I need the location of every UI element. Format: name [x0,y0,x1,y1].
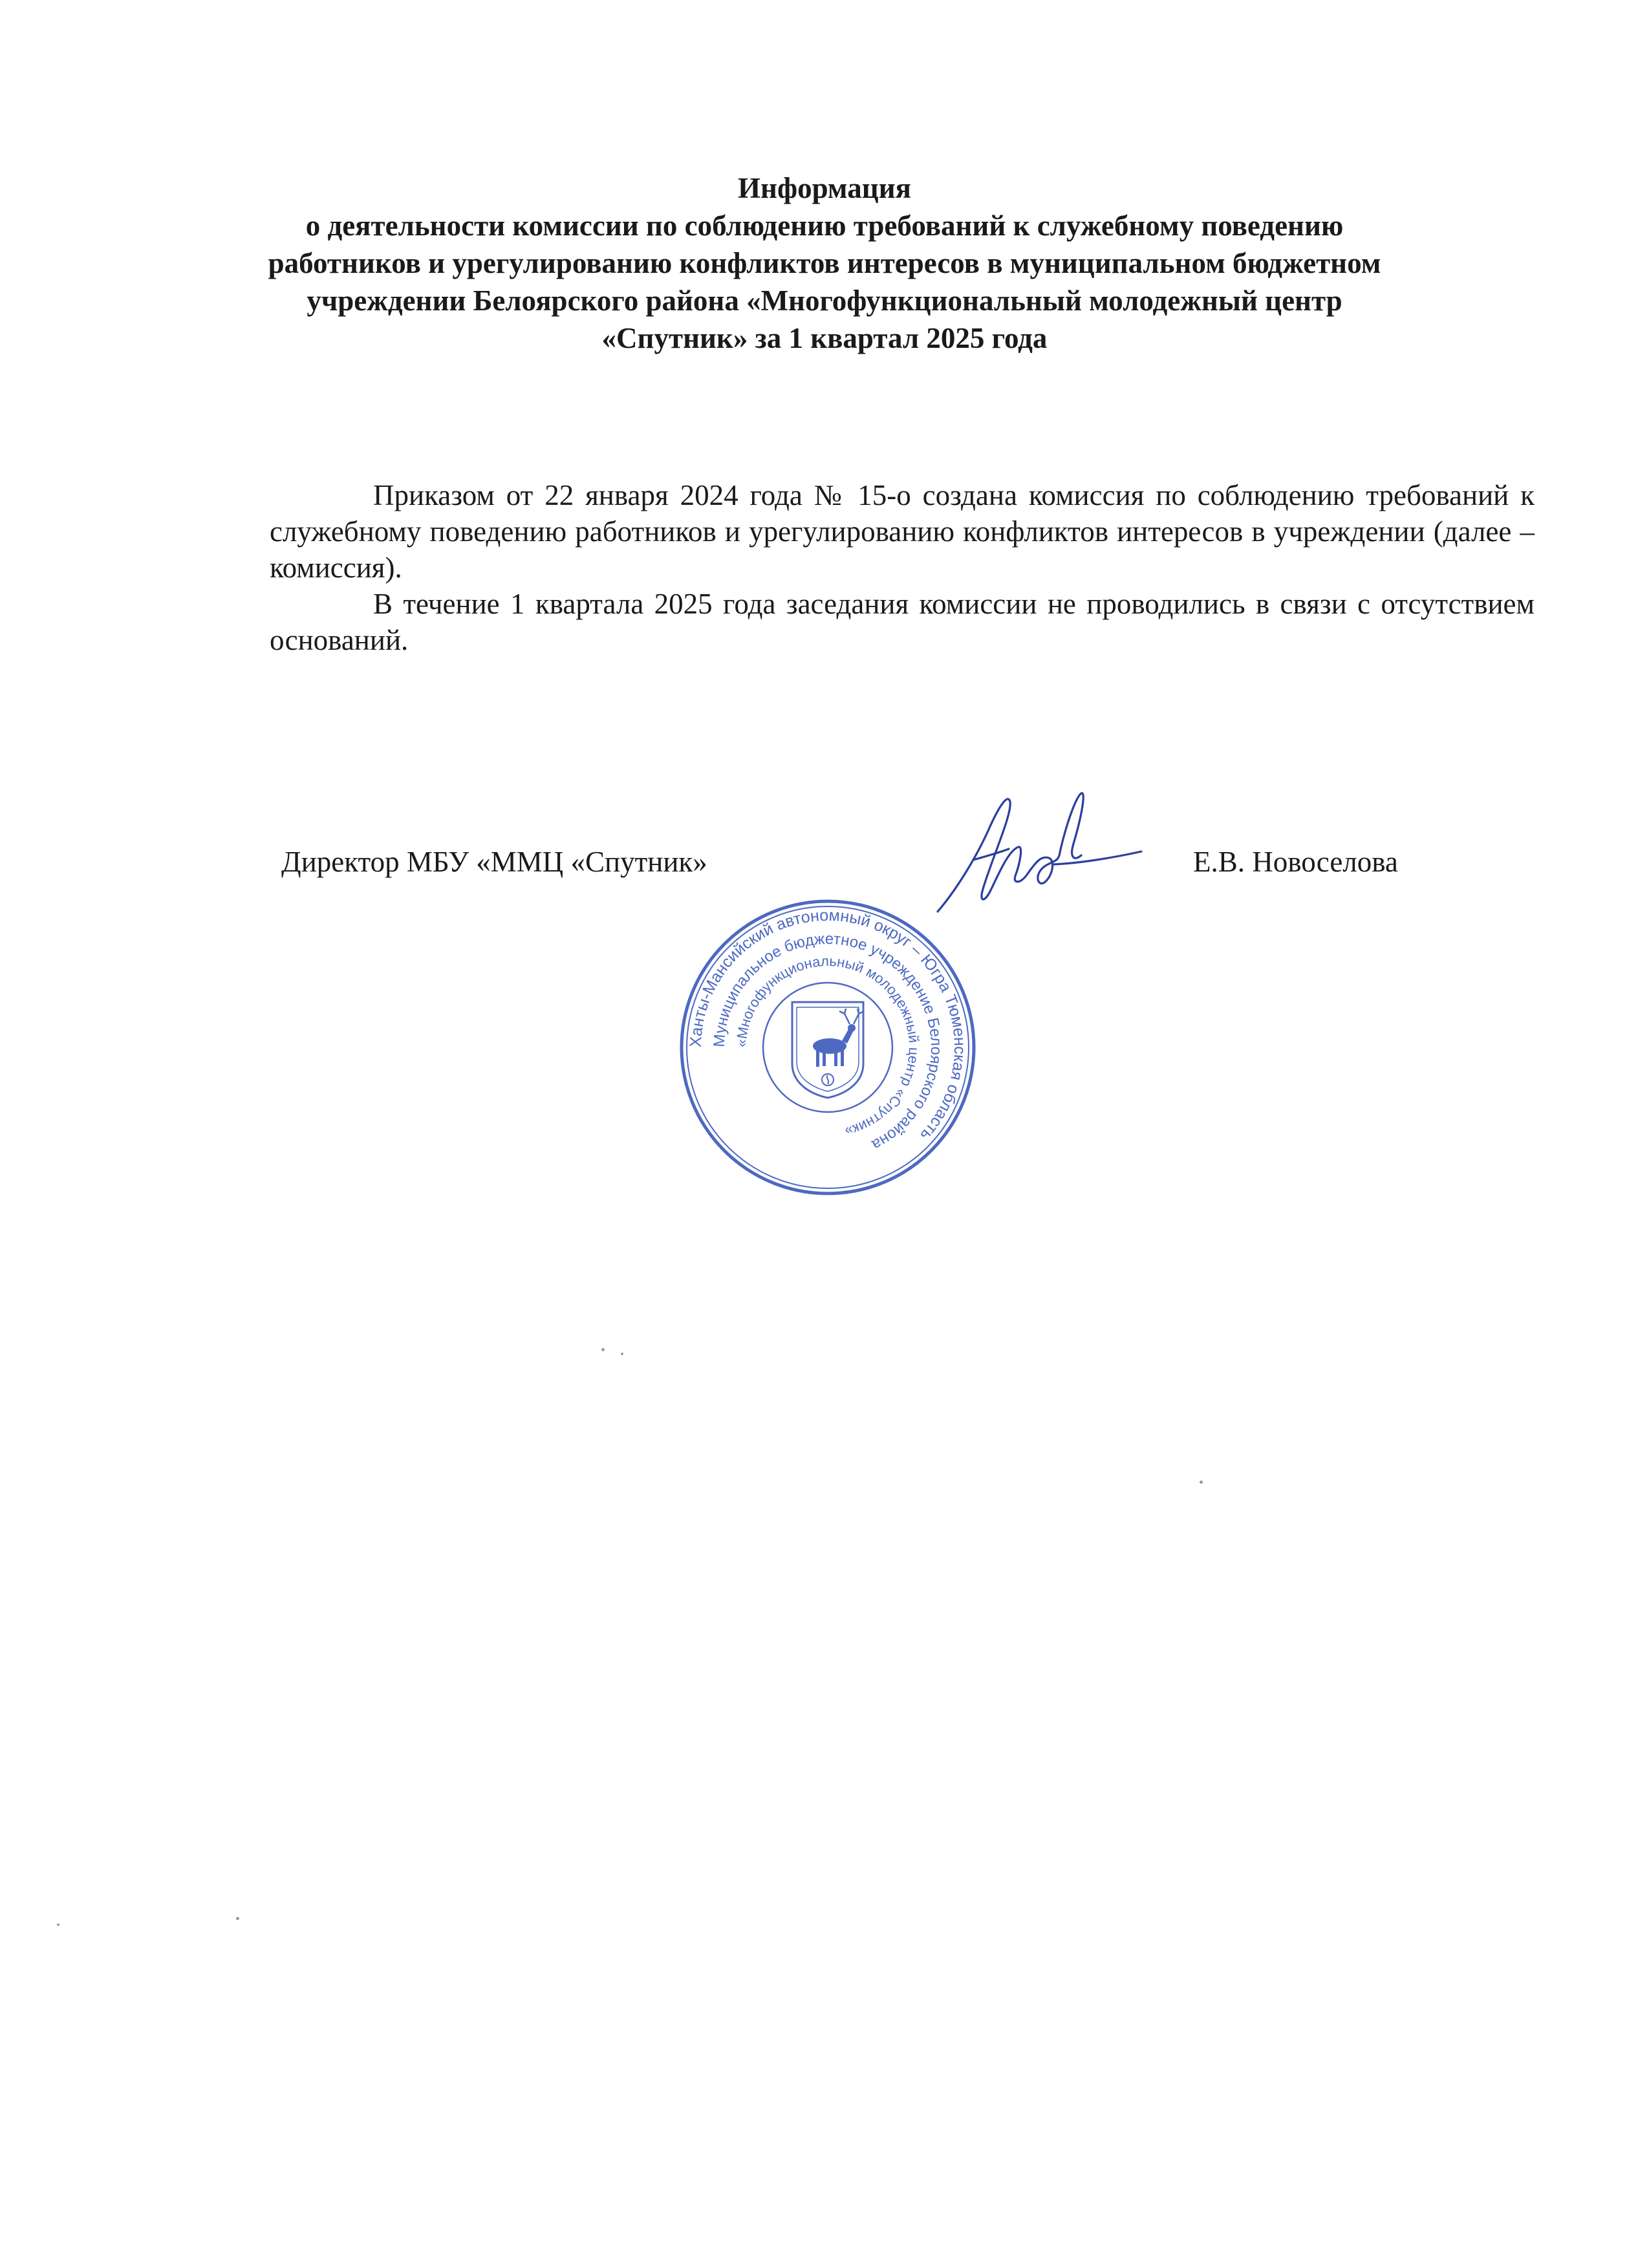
title-line-1: Информация [738,172,911,204]
director-name: Е.В. Новоселова [1193,846,1398,878]
scan-speck [621,1353,623,1355]
coat-of-arms-icon [792,1002,864,1098]
title-line-5: «Спутник» за 1 квартал 2025 года [601,322,1048,354]
title-line-4: учреждении Белоярского района «Многофункциональный молодежный центр [307,284,1342,317]
scan-speck [236,1917,239,1920]
stamp-inner-text: «Многофункциональный молодежный центр «Спутник» [733,952,923,1140]
document-body [270,477,1535,658]
stamp-outer-text: Ханты-Мансийский автономный округ – Югра Тюменская область [686,906,969,1144]
paragraph-order: Приказом от 22 января 2024 года № 15-о создана комиссия по соблюдению требований к служебному поведению работников и урегулированию конфликтов интересов в учреждении (далее – комиссия). [270,479,1535,584]
title-line-3: работников и урегулированию конфликтов интересов в муниципальном бюджетном [268,247,1381,279]
title-line-2: о деятельности комиссии по соблюдению требований к служебному поведению [305,209,1344,242]
scan-speck [601,1348,605,1351]
official-stamp [673,892,983,1203]
scan-speck [57,1923,59,1926]
stamp-middle-text: Муниципальное бюджетное учреждение Белоярского района [710,930,945,1154]
scan-speck [1200,1481,1203,1484]
document-title [259,169,1390,357]
director-position: Директор МБУ «ММЦ «Спутник» [281,846,707,878]
paragraph-meetings: В течение 1 квартала 2025 года заседания комиссии не проводились в связи с отсутствием оснований. [270,588,1535,656]
